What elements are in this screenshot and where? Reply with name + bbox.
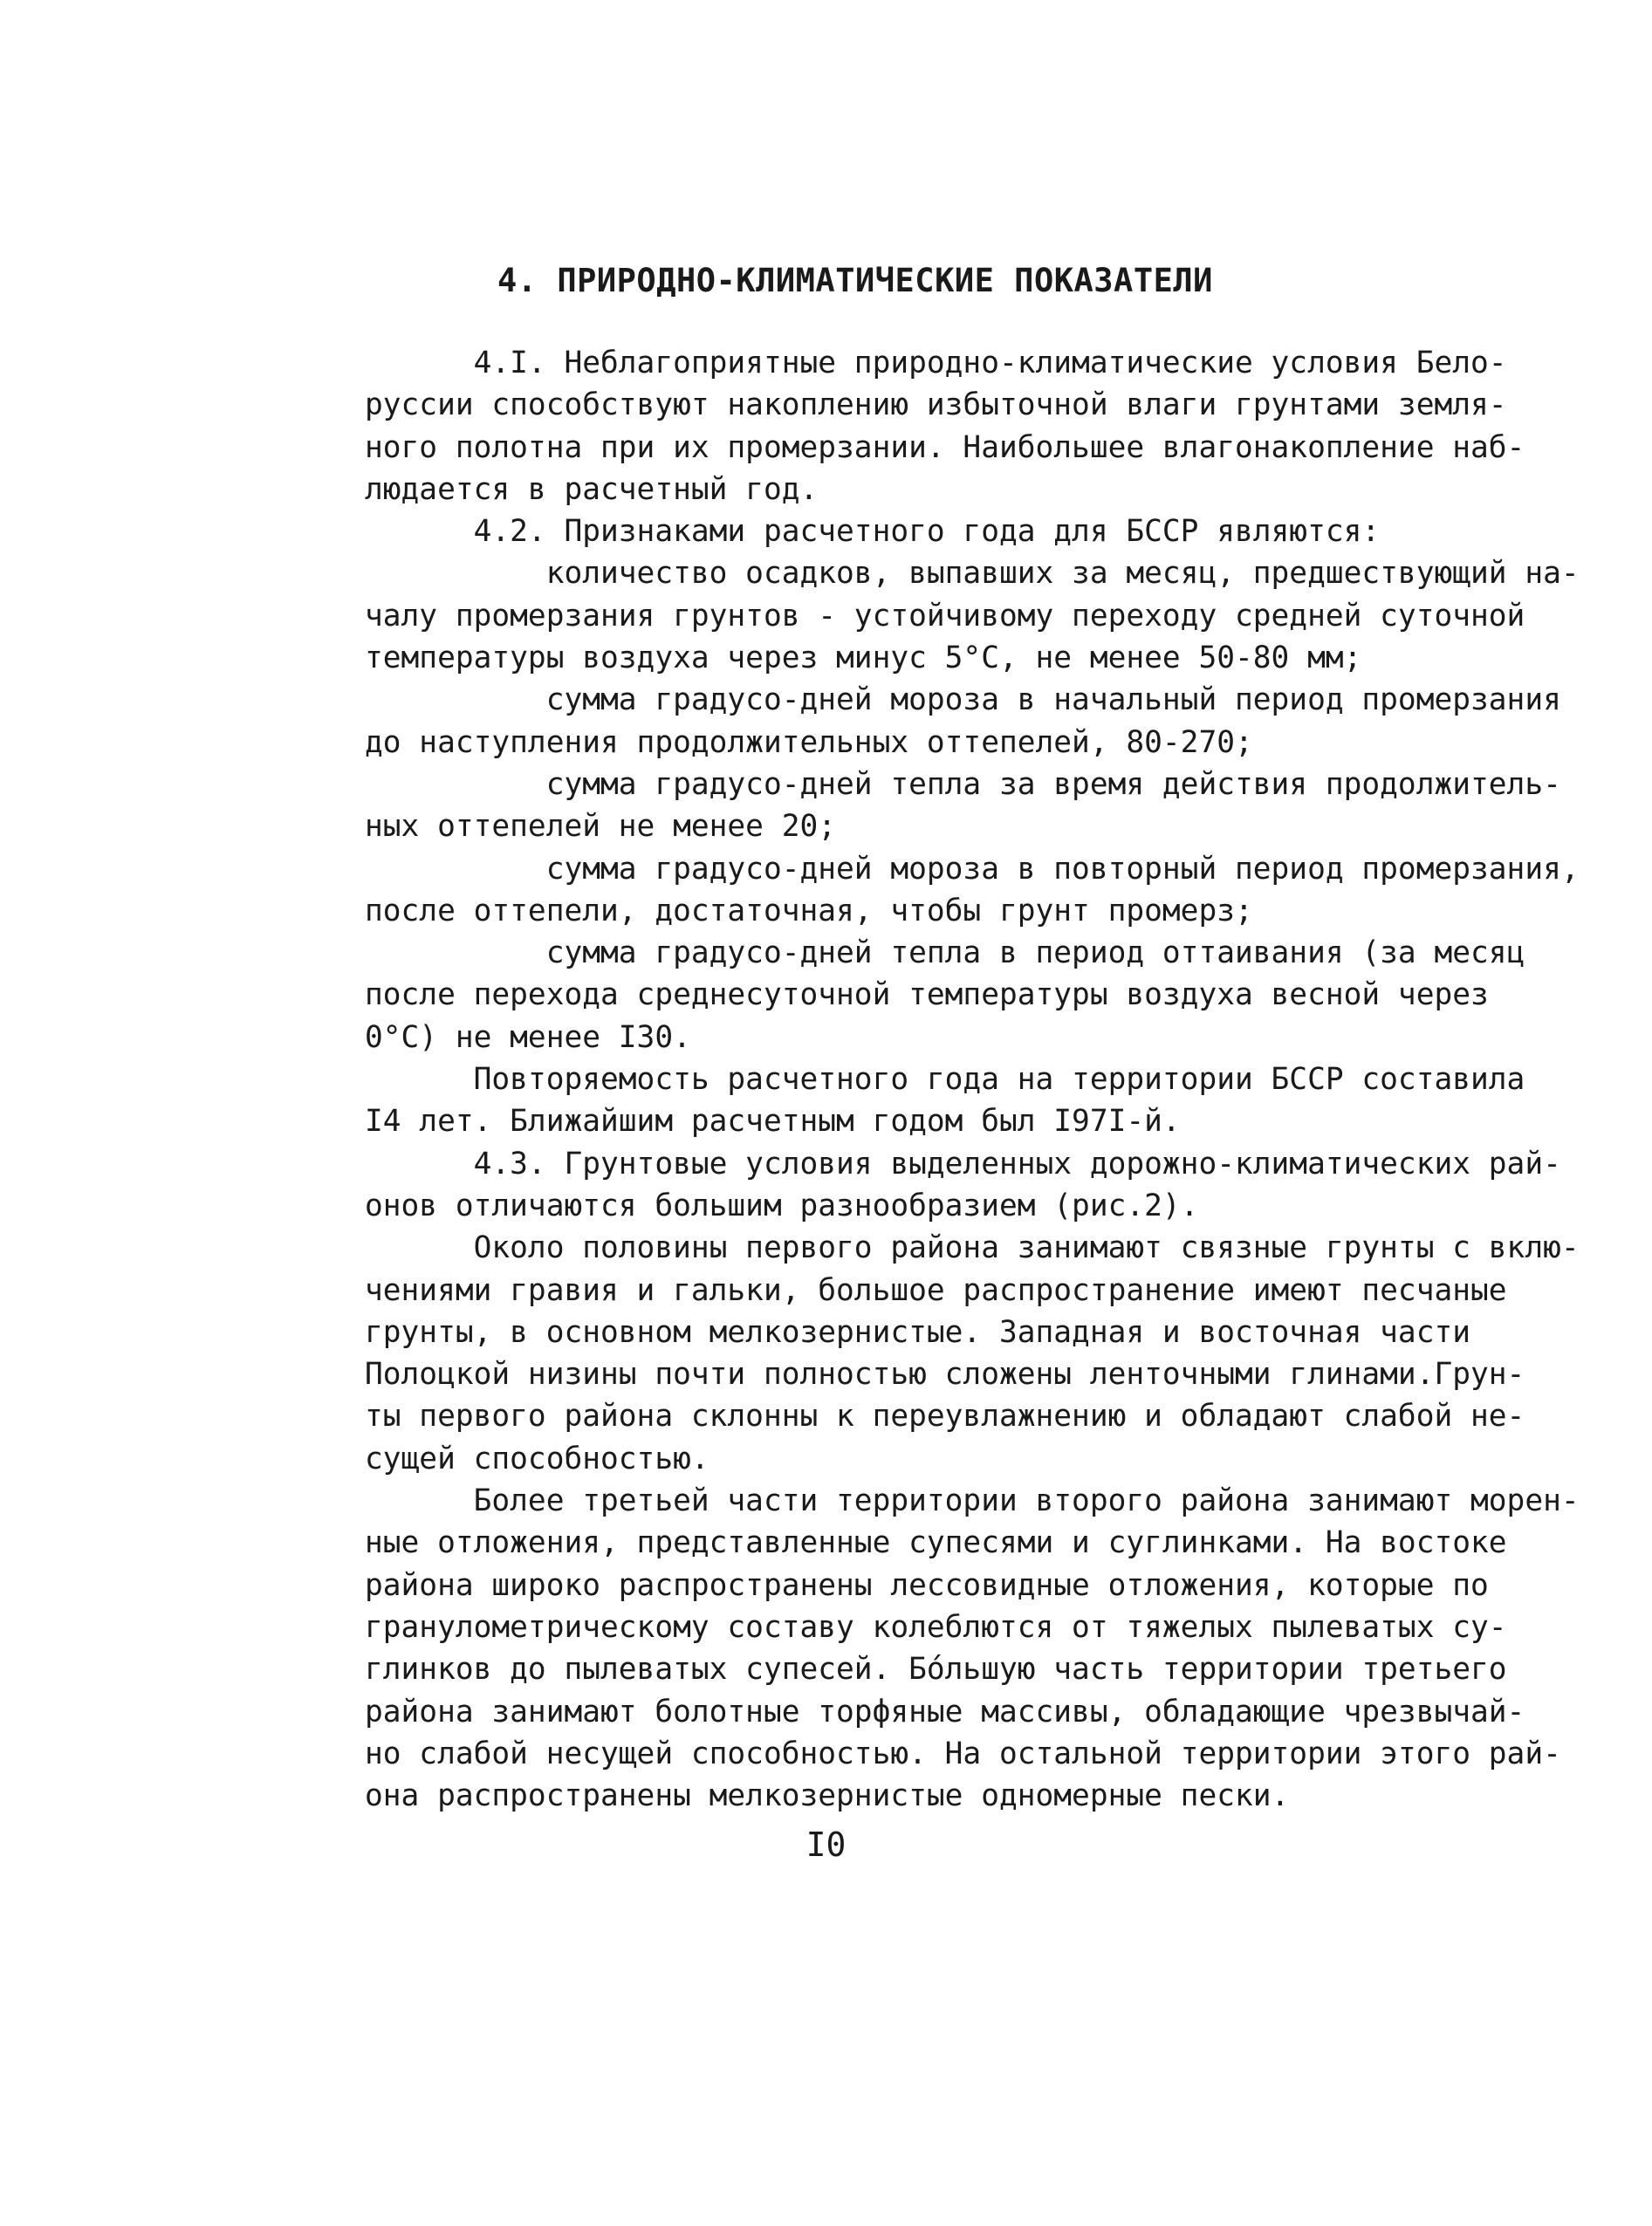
text-line: ных оттепелей не менее 20; xyxy=(365,809,837,845)
text-line: ты первого района склонны к переувлажнению и обладают слабой не- xyxy=(365,1399,1525,1435)
text-line: 0°С) не менее I30. xyxy=(365,1019,691,1055)
text-line: Около половины первого района занимают связные грунты с вклю- xyxy=(365,1230,1580,1266)
text-line: Повторяемость расчетного года на территории БССР составила xyxy=(365,1062,1525,1098)
section-heading: 4. ПРИРОДНО-КЛИМАТИЧЕСКИЕ ПОКАЗАТЕЛИ xyxy=(497,262,1213,299)
text-line: людается в расчетный год. xyxy=(365,471,819,507)
text-line: ные отложения, представленные супесями и суглинками. На востоке xyxy=(365,1525,1507,1561)
text-line: после оттепели, достаточная, чтобы грунт промерз; xyxy=(365,893,1253,928)
text-line: сумма градусо-дней мороза в повторный период промерзания, xyxy=(365,851,1580,887)
text-line: чениями гравия и гальки, большое распространение имеют песчаные xyxy=(365,1272,1507,1308)
text-line: гранулометрическому составу колеблются от тяжелых пылеватых су- xyxy=(365,1609,1507,1645)
text-line: руссии способствуют накоплению избыточной влаги грунтами земля- xyxy=(365,387,1507,423)
text-line: ного полотна при их промерзании. Наибольшее влагонакопление наб- xyxy=(365,429,1525,465)
text-line: чалу промерзания грунтов - устойчивому переходу средней суточной xyxy=(365,598,1525,634)
text-line: I4 лет. Ближайшим расчетным годом был I97I-й. xyxy=(365,1104,1181,1140)
text-line: 4.I. Неблагоприятные природно-климатические условия Бело- xyxy=(365,346,1507,380)
text-line: района широко распространены лессовидные отложения, которые по xyxy=(365,1567,1489,1603)
text-line: температуры воздуха через минус 5°С, не менее 50-80 мм; xyxy=(365,640,1362,676)
text-line: 4.3. Грунтовые условия выделенных дорожно-климатических рай- xyxy=(365,1146,1561,1181)
text-line: Полоцкой низины почти полностью сложены ленточными глинами.Грун- xyxy=(365,1357,1525,1393)
text-line: сумма градусо-дней тепла в период оттаивания (за месяц xyxy=(365,935,1525,971)
text-line: онов отличаются большим разнообразием (рис.2). xyxy=(365,1188,1199,1223)
body-text xyxy=(365,342,1580,1817)
text-line: глинков до пылеватых супесей. Бо́льшую часть территории третьего xyxy=(365,1652,1507,1688)
text-line: сущей способностью. xyxy=(365,1441,709,1476)
text-line: но слабой несущей способностью. На остальной территории этого рай- xyxy=(365,1736,1561,1771)
text-line: до наступления продолжительных оттепелей, 80-270; xyxy=(365,724,1253,760)
text-line: она распространены мелкозернистые одномерные пески. xyxy=(365,1778,1290,1814)
text-line: 4.2. Признаками расчетного года для БССР являются: xyxy=(365,514,1381,550)
text-line: сумма градусо-дней тепла за время действия продолжитель- xyxy=(365,766,1561,802)
text-line: района занимают болотные торфяные массивы, обладающие чрезвычай- xyxy=(365,1694,1525,1729)
text-line: грунты, в основном мелкозернистые. Западная и восточная части xyxy=(365,1314,1471,1350)
text-line: после перехода среднесуточной температуры воздуха весной через xyxy=(365,977,1489,1013)
page-number: I0 xyxy=(805,1825,847,1864)
text-line: Более третьей части территории второго района занимают морен- xyxy=(365,1483,1580,1519)
text-line: количество осадков, выпавших за месяц, предшествующий на- xyxy=(365,556,1580,592)
text-line: сумма градусо-дней мороза в начальный период промерзания xyxy=(365,682,1561,718)
